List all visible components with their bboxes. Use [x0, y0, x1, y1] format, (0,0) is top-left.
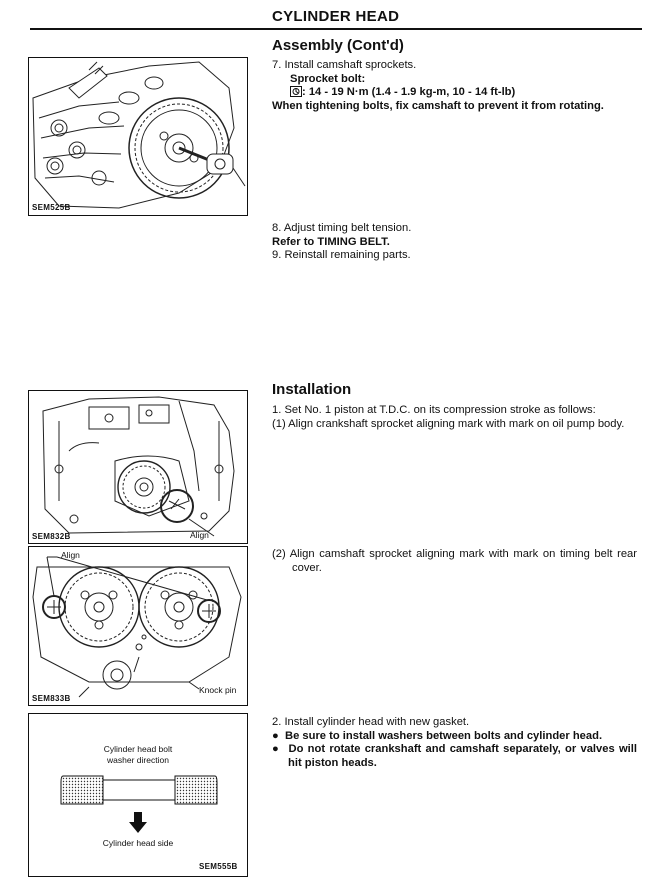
installation-heading: Installation: [272, 381, 352, 398]
step-1: 1. Set No. 1 piston at T.D.C. on its compression stroke as follows:: [272, 404, 596, 416]
figure-camshaft-sprocket: [28, 57, 248, 216]
torque-spec-line: [272, 86, 644, 100]
refer-timing-belt: Refer to TIMING BELT.: [272, 235, 390, 248]
camshaft-align-illustration: [29, 547, 247, 705]
washer-label-line1: Cylinder head bolt: [103, 744, 173, 754]
bullet-text: Be sure to install washers between bolts and cylinder head.: [284, 729, 603, 742]
camshaft-fix-note: When tightening bolts, fix camshaft to prevent it from rotating.: [272, 99, 604, 112]
step-9: 9. Reinstall remaining parts.: [272, 249, 411, 261]
substep-2-block: [272, 548, 637, 575]
figure-code: SEM555B: [199, 862, 238, 871]
bullet-washers: [272, 730, 637, 744]
step-8: 8. Adjust timing belt tension.: [272, 222, 412, 234]
assembly-steps-8-9: [272, 222, 644, 263]
step-7: 7. Install camshaft sprockets.: [272, 59, 417, 71]
installation-step-2-block: [272, 716, 637, 770]
assembly-heading: Assembly (Cont'd): [272, 37, 404, 54]
camshaft-sprocket-illustration: [29, 58, 247, 215]
substep-2: (2) Align camshaft sprocket aligning mark with mark on timing belt rear cover.: [272, 548, 637, 574]
figure-code: SEM832B: [32, 532, 71, 541]
washer-label-line2: washer direction: [107, 755, 169, 765]
torque-spec: : 14 - 19 N·m (1.4 - 1.9 kg-m, 10 - 14 ft-lb): [302, 86, 516, 98]
bullet-dot: ●: [272, 729, 285, 742]
washer-illustration: [59, 768, 219, 808]
installation-step-1-block: [272, 404, 637, 431]
sprocket-bolt-label: Sprocket bolt:: [290, 72, 366, 85]
align-label: Align: [190, 530, 209, 540]
cylinder-head-side-label: Cylinder head side: [102, 838, 174, 848]
figure-code: SEM525B: [32, 203, 71, 212]
page-title: CYLINDER HEAD: [272, 8, 400, 25]
bullet-dot: ●: [272, 743, 289, 755]
bullet-no-rotate: [272, 743, 637, 770]
step-2: 2. Install cylinder head with new gasket.: [272, 716, 470, 728]
bullet-text: Do not rotate crankshaft and camshaft separately, or valves will hit piston heads.: [288, 743, 637, 769]
substep-1: (1) Align crankshaft sprocket aligning mark with mark on oil pump body.: [272, 417, 625, 430]
torque-wrench-icon: [290, 86, 302, 97]
arrow-down-icon: [129, 812, 147, 834]
header-rule: [30, 28, 642, 30]
figure-code: SEM833B: [32, 694, 71, 703]
knock-pin-label: Knock pin: [199, 685, 237, 695]
crankshaft-align-illustration: [29, 391, 247, 543]
figure-washer-direction: [28, 713, 248, 877]
align-label: Align: [61, 550, 80, 560]
figure-crankshaft-align: [28, 390, 248, 544]
figure-camshaft-align: [28, 546, 248, 706]
assembly-step-7-block: [272, 59, 644, 113]
